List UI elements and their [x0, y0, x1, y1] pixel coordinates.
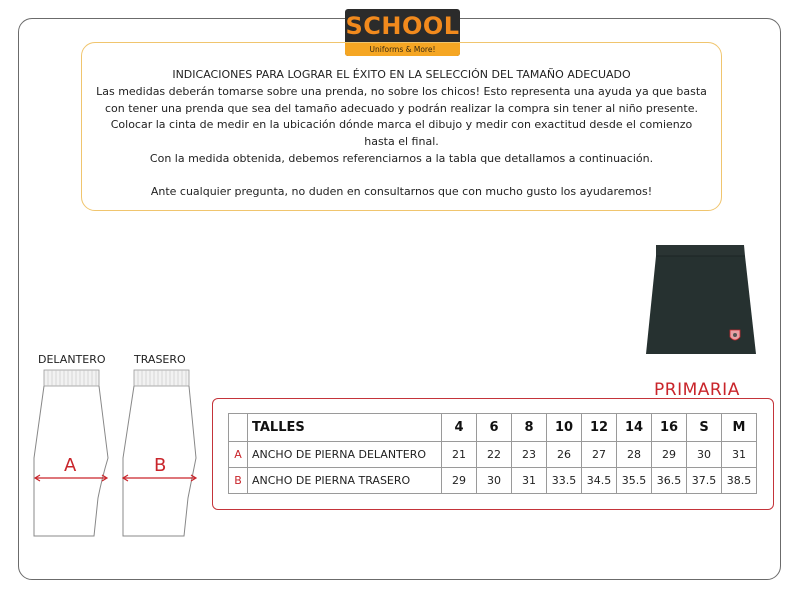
back-leg-drawing [123, 370, 196, 536]
leg-diagram [30, 368, 200, 538]
size-header: 8 [512, 414, 547, 442]
table-header-row [229, 414, 757, 442]
size-table [228, 413, 757, 494]
row-label: ANCHO DE PIERNA TRASERO [248, 468, 442, 494]
marker-b: B [154, 455, 167, 476]
logo-title: SCHOOL [345, 12, 460, 40]
table-row [229, 468, 757, 494]
size-header: M [722, 414, 757, 442]
row-letter: B [229, 468, 248, 494]
table-cell: 37.5 [687, 468, 722, 494]
size-header: 10 [547, 414, 582, 442]
table-row [229, 442, 757, 468]
row-label: ANCHO DE PIERNA DELANTERO [248, 442, 442, 468]
table-cell: 21 [442, 442, 477, 468]
size-header: 4 [442, 414, 477, 442]
marker-a: A [64, 455, 77, 476]
size-header: 12 [582, 414, 617, 442]
logo-subtitle: Uniforms & More! [345, 43, 460, 56]
school-crest-icon [730, 330, 740, 340]
instructions-contact-line: Ante cualquier pregunta, no duden en consultarnos que con mucho gusto los ayudaremos! [150, 184, 653, 198]
size-header: 6 [477, 414, 512, 442]
table-cell: 30 [477, 468, 512, 494]
table-cell: 31 [512, 468, 547, 494]
table-cell: 22 [477, 442, 512, 468]
size-header: S [687, 414, 722, 442]
instructions-line: con tener una prenda que sea del tamaño adecuado y podrán realizar la compra sin tener al niño presente. [104, 101, 698, 115]
back-label: TRASERO [134, 353, 186, 366]
table-corner-cell [229, 414, 248, 442]
table-cell: 29 [652, 442, 687, 468]
instructions-line: Colocar la cinta de medir en la ubicación dónde marca el dibujo y medir con exactitud desde el comienzo [110, 118, 693, 132]
instructions-line: hasta el final. [364, 135, 439, 149]
size-header: 14 [617, 414, 652, 442]
size-header: 16 [652, 414, 687, 442]
row-letter: A [229, 442, 248, 468]
table-cell: 38.5 [722, 468, 757, 494]
instructions-title: INDICACIONES PARA LOGRAR EL ÉXITO EN LA SELECCIÓN DEL TAMAÑO ADECUADO [172, 68, 631, 81]
front-label: DELANTERO [38, 353, 106, 366]
front-leg-drawing [34, 370, 108, 536]
table-cell: 28 [617, 442, 652, 468]
table-cell: 31 [722, 442, 757, 468]
table-cell: 35.5 [617, 468, 652, 494]
skirt-illustration [644, 242, 762, 357]
instructions-line: Con la medida obtenida, debemos referenciarnos a la tabla que detallamos a continuación. [149, 151, 654, 165]
table-cell: 26 [547, 442, 582, 468]
table-header-label: TALLES [248, 414, 442, 442]
table-cell: 29 [442, 468, 477, 494]
instructions-line: Las medidas deberán tomarse sobre una prenda, no sobre los chicos! Esto representa una ayuda ya que basta [96, 84, 707, 98]
instructions-box [81, 42, 722, 211]
table-cell: 33.5 [547, 468, 582, 494]
table-cell: 27 [582, 442, 617, 468]
table-cell: 30 [687, 442, 722, 468]
table-cell: 34.5 [582, 468, 617, 494]
table-cell: 36.5 [652, 468, 687, 494]
section-title: PRIMARIA [654, 380, 740, 400]
table-cell: 23 [512, 442, 547, 468]
